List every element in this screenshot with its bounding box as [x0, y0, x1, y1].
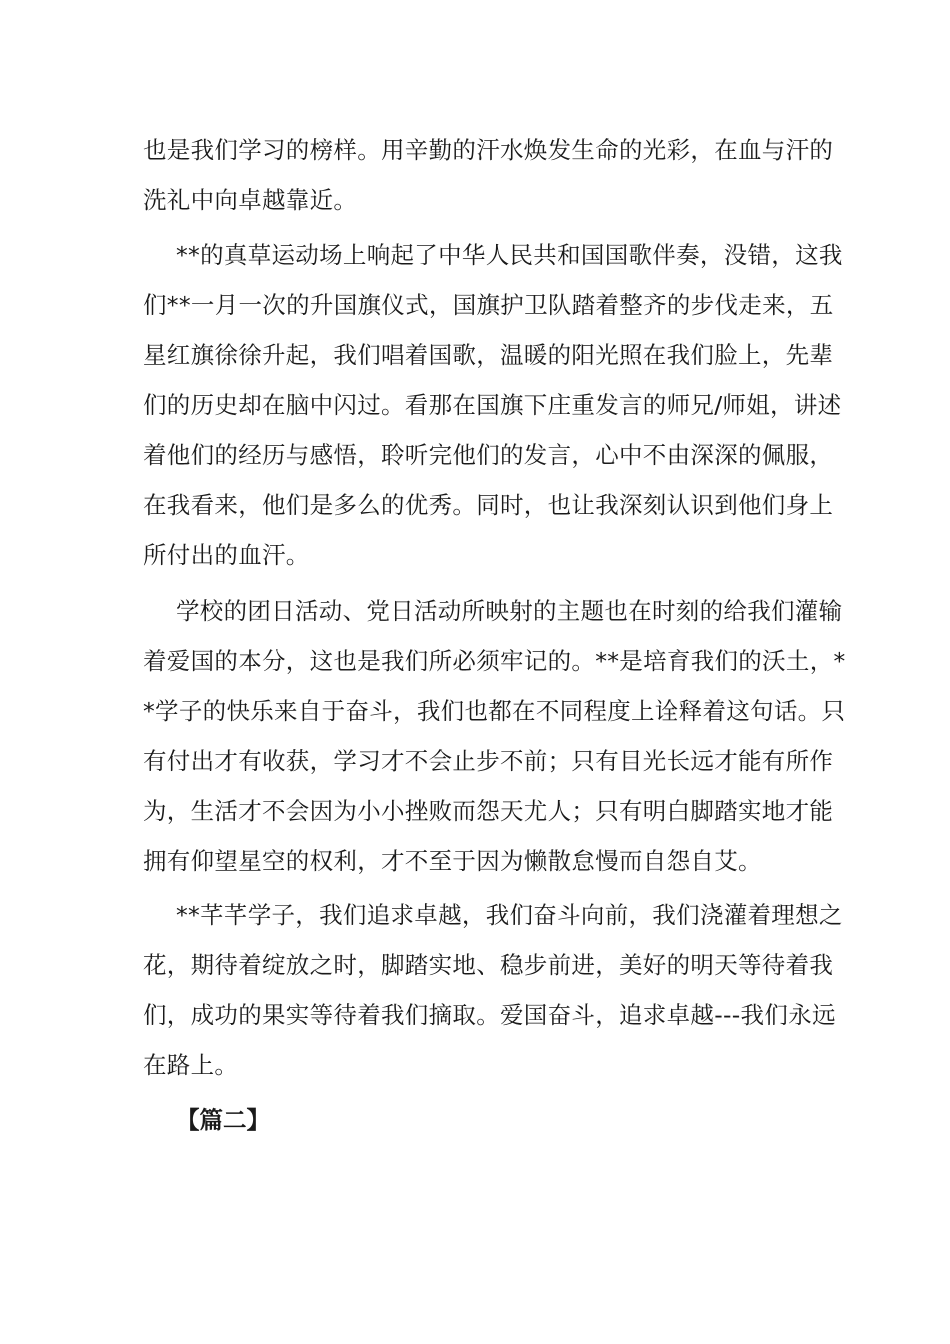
paragraph-4-line-4: 在路上。 [143, 1051, 239, 1079]
paragraph-3-line-3: *学子的快乐来自于奋斗，我们也都在不同程度上诠释着这句话。只 [143, 697, 846, 725]
paragraph-3-line-1: 学校的团日活动、党日活动所映射的主题也在时刻的给我们灌输 [176, 597, 843, 625]
paragraph-3-line-5: 为，生活才不会因为小小挫败而怨天尤人；只有明白脚踏实地才能 [143, 797, 834, 825]
paragraph-1-line-1: 也是我们学习的榜样。用辛勤的汗水焕发生命的光彩，在血与汗的 [143, 136, 834, 164]
paragraph-2-line-4: 们的历史却在脑中闪过。看那在国旗下庄重发言的师兄/师姐，讲述 [143, 391, 842, 419]
paragraph-2-line-1: **的真草运动场上响起了中华人民共和国国歌伴奏，没错，这我 [176, 241, 843, 269]
paragraph-2-line-6: 在我看来，他们是多么的优秀。同时，也让我深刻认识到他们身上 [143, 491, 834, 519]
paragraph-4-line-1: **芊芊学子，我们追求卓越，我们奋斗向前，我们浇灌着理想之 [176, 901, 843, 929]
section-heading: 【篇二】 [176, 1106, 270, 1134]
paragraph-2-line-5: 着他们的经历与感悟，聆听完他们的发言，心中不由深深的佩服， [143, 441, 834, 469]
paragraph-2-line-7: 所付出的血汗。 [143, 541, 310, 569]
paragraph-2-line-2: 们**一月一次的升国旗仪式，国旗护卫队踏着整齐的步伐走来，五 [143, 291, 834, 319]
paragraph-3-line-4: 有付出才有收获，学习才不会止步不前；只有目光长远才能有所作 [143, 747, 834, 775]
paragraph-4-line-3: 们，成功的果实等待着我们摘取。爱国奋斗，追求卓越---我们永远 [143, 1001, 836, 1029]
paragraph-4-line-2: 花，期待着绽放之时，脚踏实地、稳步前进，美好的明天等待着我 [143, 951, 834, 979]
paragraph-2-line-3: 星红旗徐徐升起，我们唱着国歌，温暖的阳光照在我们脸上，先辈 [143, 341, 834, 369]
paragraph-3-line-6: 拥有仰望星空的权利，才不至于因为懒散怠慢而自怨自艾。 [143, 847, 762, 875]
paragraph-3-line-2: 着爱国的本分，这也是我们所必须牢记的。**是培育我们的沃土，* [143, 647, 846, 675]
paragraph-1-line-2: 洗礼中向卓越靠近。 [143, 186, 358, 214]
